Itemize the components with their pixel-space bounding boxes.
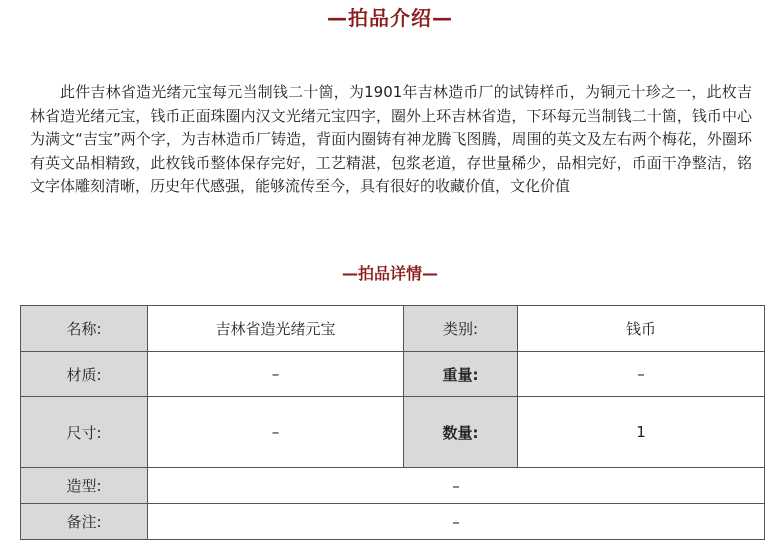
category-value: 钱币: [518, 306, 765, 352]
details-table: [20, 305, 765, 540]
name-label: 名称:: [21, 306, 148, 352]
size-label: 尺寸:: [21, 397, 148, 468]
quantity-label: 数量:: [404, 397, 518, 468]
remark-value: –: [148, 504, 765, 540]
remark-label: 备注:: [21, 504, 148, 540]
details-row-remark: [21, 504, 765, 540]
material-label: 材质:: [21, 352, 148, 397]
quantity-value: 1: [518, 397, 765, 468]
shape-value: –: [148, 468, 765, 504]
size-value: –: [148, 397, 404, 468]
weight-value: –: [518, 352, 765, 397]
material-value: –: [148, 352, 404, 397]
category-label: 类别:: [404, 306, 518, 352]
details-row-material: [21, 352, 765, 397]
shape-label: 造型:: [21, 468, 148, 504]
intro-text: 此件吉林省造光绪元宝每元当制钱二十箇，为1901年吉林造币厂的试铸样币，为铜元十珍之一，此枚吉林省造光绪元宝，钱币正面珠圈内汉文光绪元宝四字，圈外上环吉林省造，下环每元当制钱二十箇，钱币中心为满文“吉宝”两个字，为吉林造币厂铸造，背面内圈铸有神龙腾飞图腾，周围的英文及左右两个梅花，外圈环有英文品相精致，此枚钱币整体保存完好，工艺精湛，包浆老道，存世量稀少，品相完好，币面干净整洁，铭文字体雕刻清晰，历史年代感强，能够流传至今，具有很好的收藏价值，文化价值: [30, 83, 752, 195]
details-row-size: [21, 397, 765, 468]
details-row-shape: [21, 468, 765, 504]
intro-title: —拍品介绍—: [327, 6, 453, 30]
details-row-name: [21, 306, 765, 352]
name-value: 吉林省造光绪元宝: [148, 306, 404, 352]
details-title: —拍品详情—: [341, 264, 438, 283]
weight-label: 重量:: [404, 352, 518, 397]
